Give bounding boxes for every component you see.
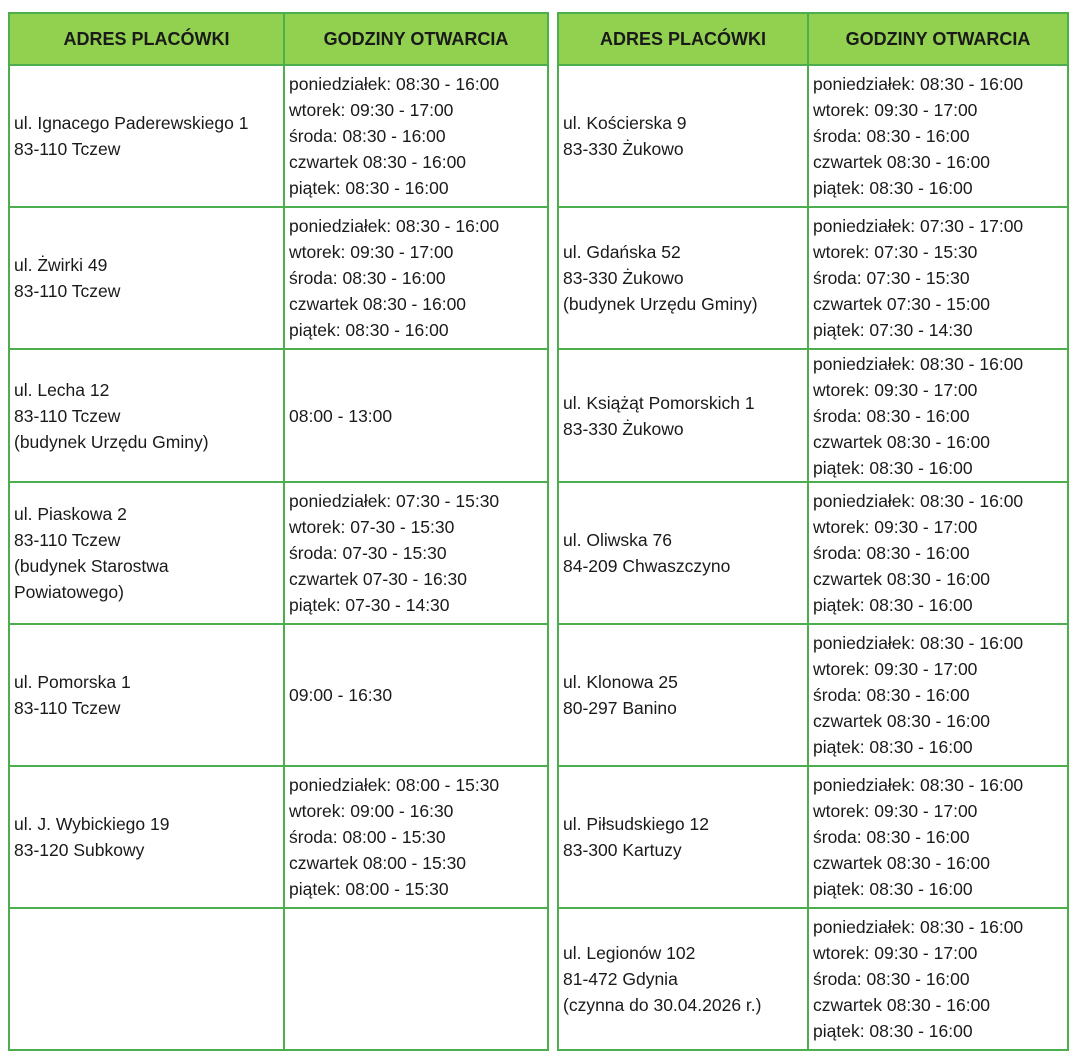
address-line: 81-472 Gdynia <box>563 969 678 989</box>
hours-line: wtorek: 09:30 - 17:00 <box>289 100 454 120</box>
address-cell <box>558 766 808 908</box>
address-line: 83-110 Tczew <box>14 405 121 426</box>
hours-cell <box>284 766 548 908</box>
hours-line: piątek: 07-30 - 14:30 <box>289 595 450 615</box>
hours-line: piątek: 08:30 - 16:00 <box>813 457 973 478</box>
address-line: 83-110 Tczew <box>14 698 121 718</box>
address-line: ul. Klonowa 25 <box>563 672 678 692</box>
table-row <box>9 207 548 349</box>
hours-cell <box>808 766 1068 908</box>
address-cell <box>558 624 808 766</box>
address-line: 84-209 Chwaszczyno <box>563 556 731 576</box>
address-line: 83-110 Tczew <box>14 139 121 159</box>
header-row <box>9 13 548 65</box>
hours-cell <box>284 207 548 349</box>
hours-line: poniedziałek: 08:30 - 16:00 <box>289 216 500 236</box>
hours-cell <box>808 624 1068 766</box>
hours-line: wtorek: 09:30 - 17:00 <box>813 659 978 679</box>
hours-line: 08:00 - 13:00 <box>289 405 393 426</box>
address-line: 83-330 Żukowo <box>563 139 684 159</box>
hours-cell <box>808 482 1068 624</box>
hours-line: piątek: 08:30 - 16:00 <box>813 595 973 615</box>
address-cell <box>9 207 284 349</box>
table-row <box>9 624 548 766</box>
table-row <box>9 65 548 207</box>
address-line: ul. Żwirki 49 <box>14 255 108 275</box>
table-row <box>558 908 1068 1050</box>
hours-line: czwartek 07:30 - 15:00 <box>813 294 991 314</box>
hours-cell <box>808 349 1068 482</box>
address-line: (budynek Starostwa <box>14 556 169 576</box>
header-row <box>558 13 1068 65</box>
hours-line: czwartek 08:30 - 16:00 <box>813 569 991 589</box>
hours-line: czwartek 08:30 - 16:00 <box>813 431 991 452</box>
address-line: ul. J. Wybickiego 19 <box>14 814 170 834</box>
hours-line: środa: 08:30 - 16:00 <box>813 126 970 146</box>
hours-cell <box>284 65 548 207</box>
hours-line: czwartek 08:30 - 16:00 <box>289 294 467 314</box>
hours-line: środa: 07:30 - 15:30 <box>813 268 970 288</box>
hours-line: piątek: 08:00 - 15:30 <box>289 879 449 899</box>
hours-line: piątek: 08:30 - 16:00 <box>289 320 449 340</box>
address-line: ul. Legionów 102 <box>563 943 696 963</box>
address-cell <box>9 482 284 624</box>
hours-line: wtorek: 07-30 - 15:30 <box>289 517 455 537</box>
hours-column-header: GODZINY OTWARCIA <box>284 13 548 65</box>
address-line: ul. Piłsudskiego 12 <box>563 814 709 834</box>
hours-line: wtorek: 09:30 - 17:00 <box>813 379 978 400</box>
address-column-header: ADRES PLACÓWKI <box>558 13 808 65</box>
address-cell <box>558 349 808 482</box>
hours-line: poniedziałek: 08:30 - 16:00 <box>813 917 1024 937</box>
hours-line: środa: 08:30 - 16:00 <box>289 268 446 288</box>
hours-line: wtorek: 09:30 - 17:00 <box>813 943 978 963</box>
address-cell <box>9 908 284 1050</box>
address-line: 80-297 Banino <box>563 698 677 718</box>
table-row <box>558 65 1068 207</box>
hours-line: wtorek: 09:30 - 17:00 <box>813 517 978 537</box>
address-line: 83-110 Tczew <box>14 530 121 550</box>
schedule-table-left <box>8 12 549 1051</box>
hours-line: czwartek 08:30 - 16:00 <box>813 853 991 873</box>
hours-line: piątek: 08:30 - 16:00 <box>813 737 973 757</box>
address-line: Powiatowego) <box>14 582 124 602</box>
hours-line: środa: 08:30 - 16:00 <box>813 685 970 705</box>
hours-cell <box>284 624 548 766</box>
hours-line: wtorek: 09:30 - 17:00 <box>289 242 454 262</box>
hours-line: środa: 07-30 - 15:30 <box>289 543 447 563</box>
left-table-body <box>9 65 548 1050</box>
table-row <box>9 349 548 482</box>
hours-line: czwartek 08:30 - 16:00 <box>813 711 991 731</box>
hours-line: piątek: 08:30 - 16:00 <box>813 1021 973 1041</box>
hours-line: wtorek: 07:30 - 15:30 <box>813 242 978 262</box>
address-line: ul. Kościerska 9 <box>563 113 687 133</box>
table-row <box>558 349 1068 482</box>
hours-line: poniedziałek: 08:30 - 16:00 <box>813 491 1024 511</box>
hours-cell <box>284 908 548 1050</box>
hours-line: poniedziałek: 08:30 - 16:00 <box>813 74 1024 94</box>
hours-line: środa: 08:30 - 16:00 <box>813 543 970 563</box>
address-cell <box>9 349 284 482</box>
hours-line: czwartek 08:00 - 15:30 <box>289 853 467 873</box>
address-column-header: ADRES PLACÓWKI <box>9 13 284 65</box>
address-cell <box>9 766 284 908</box>
hours-line: środa: 08:00 - 15:30 <box>289 827 446 847</box>
table-row <box>9 766 548 908</box>
address-cell <box>9 624 284 766</box>
hours-line: poniedziałek: 08:30 - 16:00 <box>813 775 1024 795</box>
address-cell <box>558 65 808 207</box>
address-line: ul. Pomorska 1 <box>14 672 131 692</box>
address-line: 83-300 Kartuzy <box>563 840 682 860</box>
hours-cell <box>284 482 548 624</box>
table-row <box>558 624 1068 766</box>
address-line: (budynek Urzędu Gminy) <box>14 431 209 452</box>
hours-line: 09:00 - 16:30 <box>289 685 393 705</box>
hours-line: poniedziałek: 07:30 - 15:30 <box>289 491 500 511</box>
address-cell <box>558 207 808 349</box>
address-line: 83-120 Subkowy <box>14 840 145 860</box>
address-line: ul. Ignacego Paderewskiego 1 <box>14 113 249 133</box>
schedule-table-right <box>557 12 1069 1051</box>
hours-line: czwartek 07-30 - 16:30 <box>289 569 468 589</box>
right-table-body <box>558 65 1068 1050</box>
hours-line: środa: 08:30 - 16:00 <box>813 969 970 989</box>
table-row <box>558 207 1068 349</box>
hours-line: piątek: 08:30 - 16:00 <box>813 178 973 198</box>
table-row <box>9 908 548 1050</box>
hours-line: czwartek 08:30 - 16:00 <box>289 152 467 172</box>
hours-cell <box>284 349 548 482</box>
address-line: ul. Książąt Pomorskich 1 <box>563 392 755 413</box>
address-cell <box>558 482 808 624</box>
hours-line: piątek: 07:30 - 14:30 <box>813 320 973 340</box>
address-line: ul. Lecha 12 <box>14 379 110 400</box>
hours-line: środa: 08:30 - 16:00 <box>813 827 970 847</box>
hours-column-header: GODZINY OTWARCIA <box>808 13 1068 65</box>
address-line: (budynek Urzędu Gminy) <box>563 294 758 314</box>
hours-line: czwartek 08:30 - 16:00 <box>813 152 991 172</box>
table-row <box>558 482 1068 624</box>
hours-cell <box>808 65 1068 207</box>
hours-cell <box>808 908 1068 1050</box>
hours-line: wtorek: 09:00 - 16:30 <box>289 801 454 821</box>
hours-line: wtorek: 09:30 - 17:00 <box>813 801 978 821</box>
hours-line: poniedziałek: 08:30 - 16:00 <box>813 353 1024 374</box>
hours-line: środa: 08:30 - 16:00 <box>289 126 446 146</box>
address-line: ul. Piaskowa 2 <box>14 504 127 524</box>
hours-line: poniedziałek: 08:30 - 16:00 <box>289 74 500 94</box>
address-line: ul. Oliwska 76 <box>563 530 672 550</box>
address-line: ul. Gdańska 52 <box>563 242 681 262</box>
table-row <box>9 482 548 624</box>
address-line: 83-110 Tczew <box>14 281 121 301</box>
hours-line: wtorek: 09:30 - 17:00 <box>813 100 978 120</box>
address-cell <box>9 65 284 207</box>
hours-line: czwartek 08:30 - 16:00 <box>813 995 991 1015</box>
address-line: 83-330 Żukowo <box>563 418 684 439</box>
address-line: 83-330 Żukowo <box>563 268 684 288</box>
hours-line: poniedziałek: 08:30 - 16:00 <box>813 633 1024 653</box>
hours-line: poniedziałek: 08:00 - 15:30 <box>289 775 500 795</box>
hours-line: poniedziałek: 07:30 - 17:00 <box>813 216 1024 236</box>
address-cell <box>558 908 808 1050</box>
hours-line: piątek: 08:30 - 16:00 <box>813 879 973 899</box>
address-line: (czynna do 30.04.2026 r.) <box>563 995 762 1015</box>
hours-line: piątek: 08:30 - 16:00 <box>289 178 449 198</box>
table-row <box>558 766 1068 908</box>
hours-cell <box>808 207 1068 349</box>
hours-line: środa: 08:30 - 16:00 <box>813 405 970 426</box>
